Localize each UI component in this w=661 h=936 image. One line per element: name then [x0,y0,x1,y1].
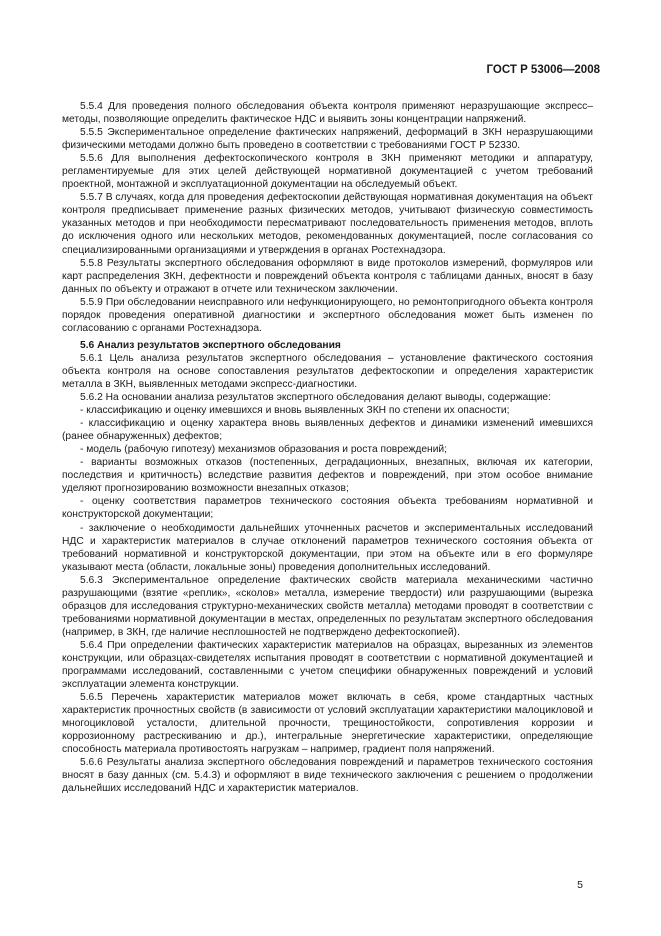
paragraph-5-5-9: 5.5.9 При обследовании неисправного или нефункционирующего, но ремонтопригодного объекта контроля порядок проведения оперативной диагностики и экспертного обследования может быть изменен по согласованию с органами Ростехнадзора. [62,296,593,334]
paragraph-5-5-7: 5.5.7 В случаях, когда для проведения дефектоскопии действующая нормативная документация на объект контроля предписывает применение разных физических методов, учитывают физическую совместимость указанных методов и при необходимости пересматривают последовательность применения методов, вплоть до исключения одного или нескольких методов, рекомендованных документацией, после согласования со специализированными организациями и утверждения в органах Ростехнадзора. [62,192,593,256]
paragraph-5-6-5: 5.6.5 Перечень характеристик материалов может включать в себя, кроме стандартных частных характеристик прочностных свойств (в зависимости от условий эксплуатации характеристики малоцикловой и многоцикловой усталости, длительной прочности, трещиностойкости, сопротивления коррозии и коррозионному растрескиванию и др.), интегральные энергетические характеристики, определяющие способность материала противостоять нагрузкам – например, градиент поля напряжений. [62,692,593,756]
paragraph-5-6-4: 5.6.4 При определении фактических характеристик материалов на образцах, вырезанных из элементов конструкции, или образцах-свидетелях испытания проводят в соответствии с нормативной документацией и программами исследований, составленными с учетом специфики обнаруженных повреждений и условий эксплуатации элемента конструкции. [62,639,593,691]
list-item: - варианты возможных отказов (постепенных, деградационных, внезапных, включая их категории, последствия и критичность) вследствие развития дефектов и повреждений, при этом особое внимание уделяют прогнозированию возможности внезапных отказов; [62,457,593,495]
paragraph-5-5-8: 5.5.8 Результаты экспертного обследования оформляют в виде протоколов измерений, формуляров или карт распределения ЗКН, дефектности и повреждений объекта контроля с таблицами данных, вносят в базу данных по объекту и отражают в отчете или техническом заключении. [62,257,593,295]
list-item: - оценку соответствия параметров технического состояния объекта требованиям нормативной и конструкторской документации; [62,496,593,521]
paragraph-5-5-6: 5.5.6 Для выполнения дефектоскопического контроля в ЗКН применяют методики и аппаратуру, регламентируемые для этих целей действующей нормативной документацией с учетом требований проектной, монтажной и эксплуатационной документации на обследуемый объект. [62,153,593,191]
paragraph-5-6-6: 5.6.6 Результаты анализа экспертного обследования повреждений и параметров технического состояния вносят в базу данных (см. 5.4.3) и оформляют в виде технического заключения с решением о продолжении дальнейших исследований НДС и характеристик материалов. [62,757,593,795]
paragraph-5-5-4: 5.5.4 Для проведения полного обследования объекта контроля применяют неразрушающие экспресс–методы, позволяющие определить фактическое НДС и выявить зоны концентрации напряжений. [62,101,593,126]
paragraph-5-5-5: 5.5.5 Экспериментальное определение фактических напряжений, деформаций в ЗКН неразрушающими физическими методами должно быть проведено в соответствии с требованиями ГОСТ Р 52330. [62,127,593,152]
list-item: - классификацию и оценку имевшихся и вновь выявленных ЗКН по степени их опасности; [80,405,510,417]
section-heading-5-6: 5.6 Анализ результатов экспертного обследования [80,339,341,351]
document-body [62,100,593,795]
paragraph-5-6-2: 5.6.2 На основании анализа результатов экспертного обследования делают выводы, содержащие: [80,392,551,404]
document-code: ГОСТ Р 53006—2008 [486,64,600,76]
paragraph-5-6-3: 5.6.3 Экспериментальное определение фактических свойств материала механическими частично разрушающими (взятие «реплик», «сколов» металла, измерение твердости) или разрушающими (вырезка образцов для исследования структурно-механических свойств металла) методами проводят в соответствии с требованиями нормативной документации в местах, определенных по результатам экспертного обследования (например, в ЗКН, где наличие несплошностей не подтверждено дефектоскопией). [62,574,593,638]
list-item: - классификацию и оценку характера вновь выявленных дефектов и динамики изменений имевшихся (ранее обнаруженных) дефектов; [62,418,593,443]
page-number: 5 [577,879,583,891]
list-item: - заключение о необходимости дальнейших уточненных расчетов и экспериментальных исследований НДС и характеристик материалов в случае отклонений параметров технического состояния объекта от требований нормативной и конструкторской документации, при этом на объекте или в его формуляре указывают места (области, локальные зоны) проведения дополнительных исследований. [62,522,593,573]
list-item: - модель (рабочую гипотезу) механизмов образования и роста повреждений; [80,444,447,456]
paragraph-5-6-1: 5.6.1 Цель анализа результатов экспертного обследования – установление фактического состояния объекта контроля на основе сопоставления результатов дефектоскопии и определения характеристик металла в ЗКН, выявленных методами экспресс-диагностики. [62,352,593,390]
